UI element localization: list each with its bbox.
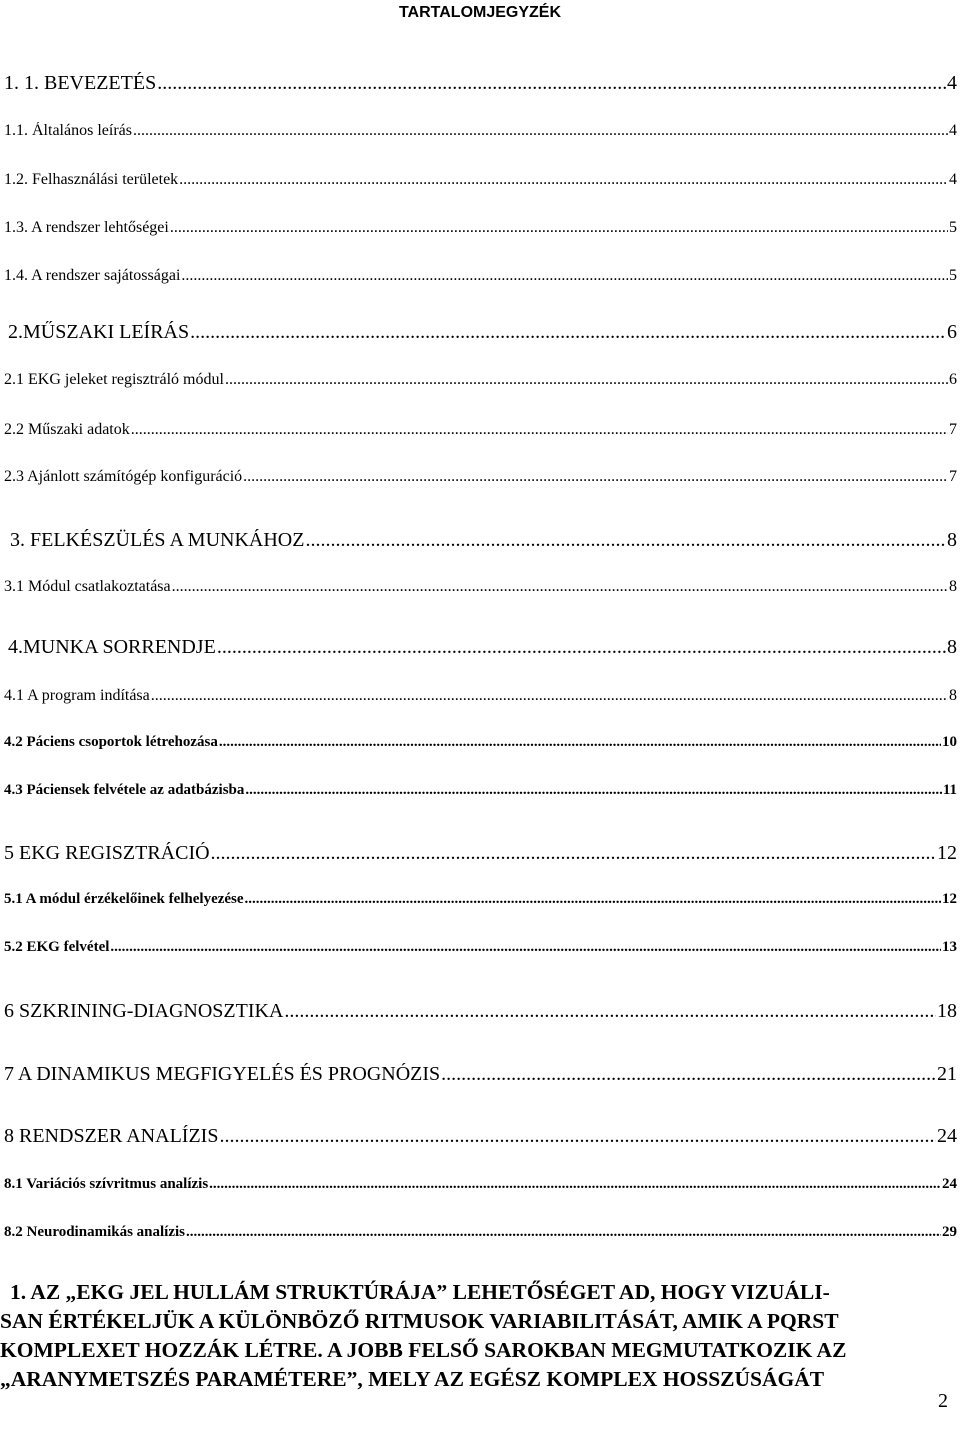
toc-entry[interactable] [4,171,957,197]
toc-entry-page: 10 [942,734,957,750]
body-paragraph [0,1278,948,1394]
toc-entry-page: 12 [942,891,957,907]
toc-entry-label: 2.3 Ajánlott számítógép konfiguráció [4,468,243,485]
toc-entry-page: 8 [947,529,957,551]
toc-entry[interactable] [8,636,957,662]
toc-entry[interactable] [4,687,957,713]
toc-entry[interactable] [4,939,957,965]
toc-entry-page: 6 [949,371,957,388]
toc-entry-label: 1.2. Felhasználási területek [4,171,179,188]
toc-entry-label: 4.3 Páciensek felvétele az adatbázisba [4,782,245,798]
toc-entry-page: 29 [942,1224,957,1240]
paragraph-line: SAN ÉRTÉKELJÜK A KÜLÖNBÖZŐ RITMUSOK VARIABILITÁSÁT, AMIK A PQRST [0,1309,839,1333]
toc-entry[interactable] [4,421,957,447]
toc-entry-page: 7 [949,468,957,485]
toc-entry[interactable] [4,891,957,917]
toc-entry[interactable] [4,842,957,868]
toc-entry-label: 2.1 EKG jeleket regisztráló módul [4,371,224,388]
toc-entry-page: 4 [947,72,957,94]
toc-entry[interactable] [4,219,957,245]
toc-entry-page: 13 [942,939,957,955]
toc-entry-label: 2.MŰSZAKI LEÍRÁS [8,321,190,343]
toc-entry[interactable] [4,468,957,494]
toc-entry-page: 8 [949,687,957,704]
toc-entry-label: 4.2 Páciens csoportok létrehozása [4,734,218,750]
toc-entry-label: 5.1 A módul érzékelőinek felhelyezése [4,891,244,907]
toc-entry[interactable] [4,578,957,604]
toc-entry-label: 8.1 Variációs szívritmus analízis [4,1176,209,1192]
toc-entry-label: 1.4. A rendszer sajátosságai [4,267,181,284]
toc-entry-label: 8 RENDSZER ANALÍZIS [4,1125,219,1147]
toc-entry[interactable] [4,72,957,98]
toc-entry-label: 8.2 Neurodinamikás analízis [4,1224,186,1240]
toc-entry[interactable] [8,321,957,347]
toc-entry[interactable] [4,1176,957,1202]
page-title: TARTALOMJEGYZÉK [398,4,562,21]
toc-entry-page: 8 [947,636,957,658]
toc-entry-label: 3.1 Módul csatlakoztatása [4,578,171,595]
toc-entry[interactable] [4,1000,957,1026]
toc-entry-label: 1.3. A rendszer lehtőségei [4,219,169,236]
toc-entry-page: 12 [937,842,957,864]
paragraph-line: „ARANYMETSZÉS PARAMÉTERE”, MELY AZ EGÉSZ KOMPLEX HOSSZÚSÁGÁT [0,1367,825,1391]
page-number: 2 [938,1390,948,1412]
toc-entry-label: 5 EKG REGISZTRÁCIÓ [4,842,210,864]
toc-entry[interactable] [4,122,957,148]
toc-entry[interactable] [4,1063,957,1089]
toc-entry-page: 24 [942,1176,957,1192]
toc-entry-label: 5.2 EKG felvétel [4,939,110,955]
toc-entry-label: 1. 1. BEVEZETÉS [4,72,157,94]
toc-entry-page: 6 [947,321,957,343]
paragraph-line: 1. AZ „EKG JEL HULLÁM STRUKTÚRÁJA” LEHETŐSÉGET AD, HOGY VIZUÁLI- [10,1280,830,1304]
toc-entry-page: 4 [949,171,957,188]
toc-entry-page: 5 [949,267,957,284]
toc-entry[interactable] [4,267,957,293]
paragraph-line: KOMPLEXET HOZZÁK LÉTRE. A JOBB FELSŐ SAROKBAN MEGMUTATKOZIK AZ [0,1338,847,1362]
toc-entry-page: 8 [949,578,957,595]
toc-entry-label: 2.2 Műszaki adatok [4,421,130,438]
toc-entry-label: 1.1. Általános leírás [4,122,132,139]
toc-entry-page: 18 [937,1000,957,1022]
toc-entry[interactable] [4,782,957,808]
toc-entry-label: 7 A DINAMIKUS MEGFIGYELÉS ÉS PROGNÓZIS [4,1063,441,1085]
toc-entry[interactable] [4,734,957,760]
toc-entry-label: 3. FELKÉSZÜLÉS A MUNKÁHOZ [10,529,305,551]
toc-entry-page: 21 [937,1063,957,1085]
toc-entry[interactable] [4,371,957,397]
toc-entry-label: 4.MUNKA SORRENDJE [8,636,216,658]
toc-entry[interactable] [10,529,957,555]
toc-entry[interactable] [4,1224,957,1250]
toc-entry-page: 4 [949,122,957,139]
toc-entry-page: 24 [937,1125,957,1147]
toc-entry-page: 7 [949,421,957,438]
toc-entry[interactable] [4,1125,957,1151]
toc-entry-label: 4.1 A program indítása [4,687,150,704]
toc-entry-label: 6 SZKRINING-DIAGNOSZTIKA [4,1000,284,1022]
toc-entry-page: 5 [949,219,957,236]
toc-entry-page: 11 [942,782,957,798]
